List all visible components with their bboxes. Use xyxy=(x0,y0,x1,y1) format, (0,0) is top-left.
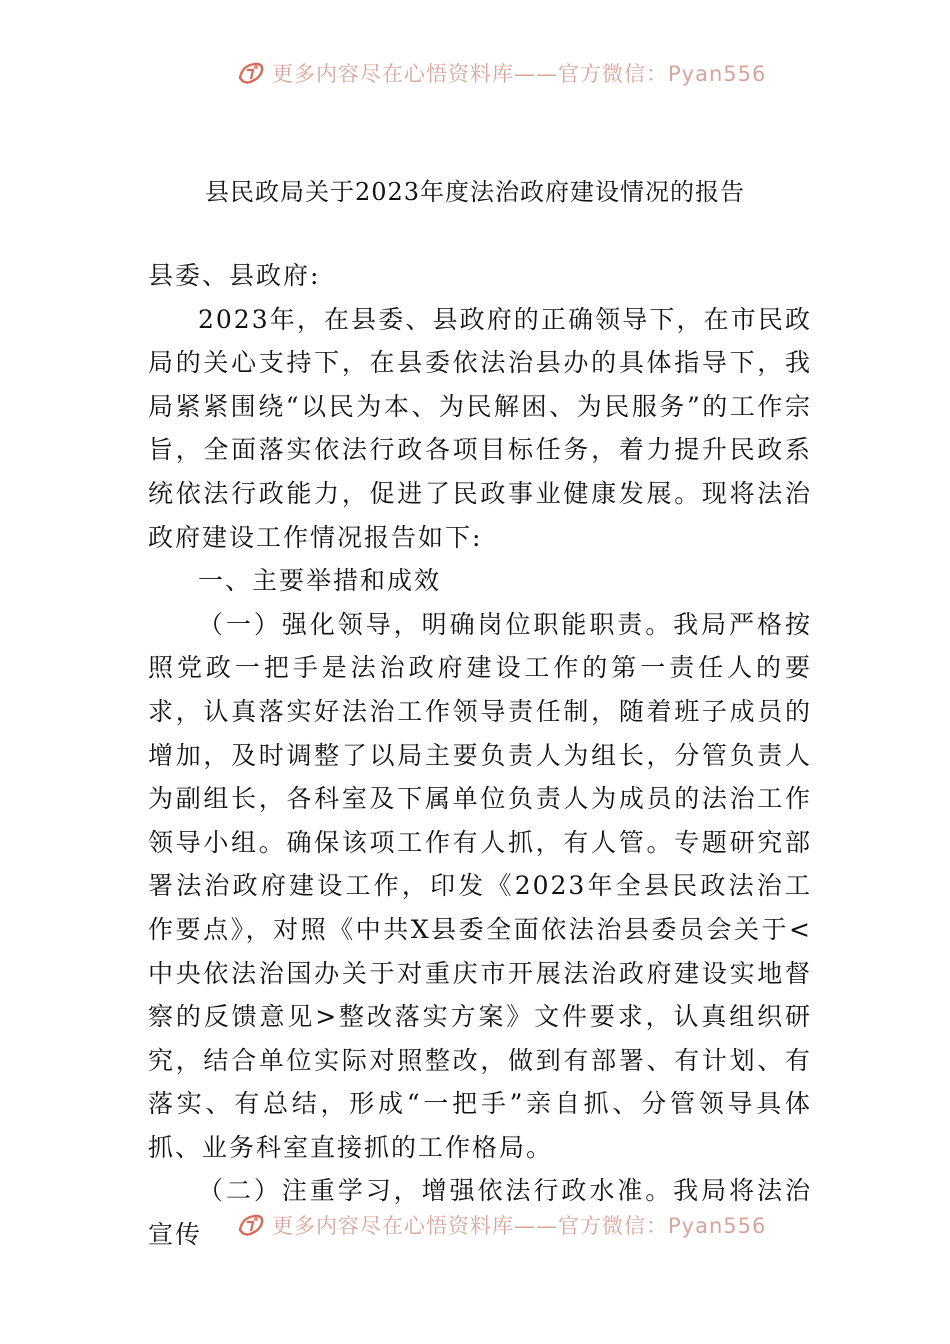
paragraph-leadership: （一）强化领导，明确岗位职能职责。我局严格按照党政一把手是法治政府建设工作的第一责任人的要求，认真落实好法治工作领导责任制，随着班子成员的增加，及时调整了以局主要负责人为组长，分管负责人为副组长，各科室及下属单位负责人为成员的法治工作领导小组。确保该项工作有人抓，有人管。专题研究部署法治政府建设工作，印发《2023年全县民政法治工作要点》，对照《中共X县委全面依法治县委员会关于<中央依法治国办关于对重庆市开展法治政府建设实地督察的反馈意见>整改落实方案》文件要求，认真组织研究，结合单位实际对照整改，做到有部署、有计划、有落实、有总结，形成“一把手”亲自抓、分管领导具体抓、业务科室直接抓的工作格局。 xyxy=(148,609,812,1162)
document-title: 县民政局关于2023年度法治政府建设情况的报告 xyxy=(204,178,746,206)
watermark-text: 更多内容尽在心悟资料库——官方微信：Pyan556 xyxy=(272,1214,767,1238)
document-body xyxy=(148,254,812,1257)
watermark-header xyxy=(0,52,950,92)
logo-icon xyxy=(236,58,266,88)
section-heading: 一、主要举措和成效 xyxy=(198,566,442,596)
watermark-text: 更多内容尽在心悟资料库——官方微信：Pyan556 xyxy=(272,62,767,86)
salutation: 县委、县政府: xyxy=(148,261,321,290)
watermark-footer xyxy=(0,1204,950,1244)
logo-icon xyxy=(236,1210,266,1240)
paragraph-intro: 2023年，在县委、县政府的正确领导下，在市民政局的关心支持下，在县委依法治县办的具体指导下，我局紧紧围绕“以民为本、为民解困、为民服务”的工作宗旨，全面落实依法行政各项目标任务，着力提升民政系统依法行政能力，促进了民政事业健康发展。现将法治政府建设工作情况报告如下: xyxy=(148,304,812,552)
paragraph-study: （二）注重学习，增强依法行政水准。我局将法治宣传 xyxy=(148,1176,812,1250)
